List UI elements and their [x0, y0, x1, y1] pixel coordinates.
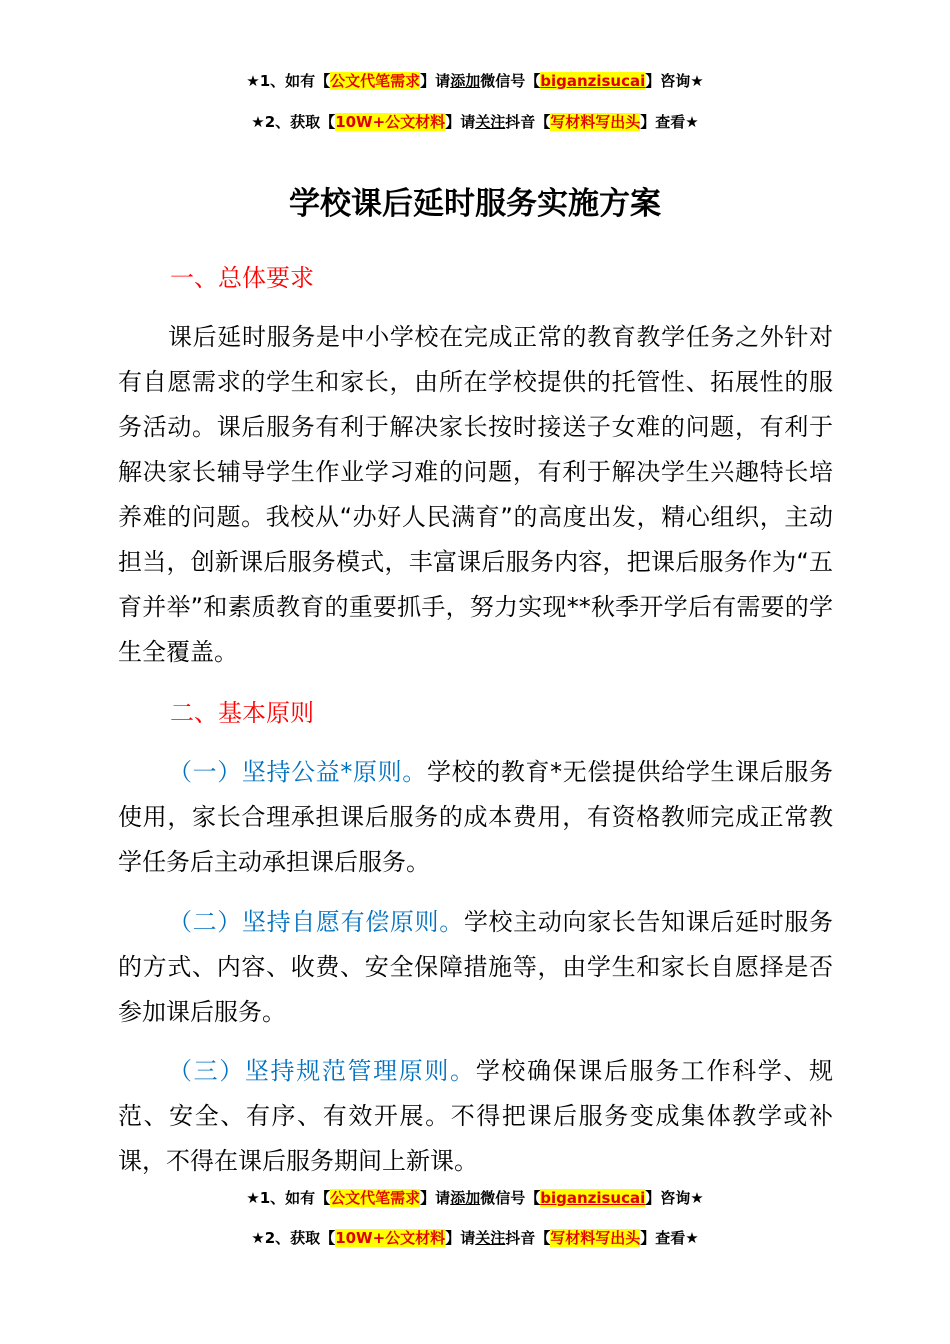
- highlight-service: 公文代笔需求: [330, 72, 421, 90]
- section1-paragraph: 课后延时服务是中小学校在完成正常的教育教学任务之外针对有自愿需求的学生和家长，由所在学校提供的托管性、拓展性的服务活动。课后服务有利于解决家长按时接送子女难的问题，有利于解决家长辅导学生作业学习难的问题，有利于解决学生兴趣特长培养难的问题。我校从“办好人民满育”的高度出发，精心组织，主动担当，创新课后服务模式，丰富课后服务内容，把课后服务作为“五育并举”和素质教育的重要抓手，努力实现**秋季开学后有需要的学生全覆盖。: [118, 323, 833, 666]
- highlight-materials: 10W+公文材料: [335, 113, 446, 131]
- principle-text: 学校确保课后服务工作科学、规范、安全、有序、有效开展。不得把课后服务变成集体教学或补课，不得在课后服务期间上新课。: [118, 1057, 834, 1175]
- douyin-account: 写材料写出头: [550, 113, 641, 131]
- principle-item-1: [118, 750, 833, 885]
- promo-banner-top-line-2: ★2、获取【10W+公文材料】请关注抖音【写材料写出头】查看★: [251, 113, 699, 131]
- wechat-id: biganzisucai: [540, 1189, 646, 1207]
- section-heading-overall-requirements: 一、总体要求: [170, 264, 314, 292]
- promo-banner-bottom-line-1: ★1、如有【公文代笔需求】请添加微信号【biganzisucai】咨询★: [246, 1189, 704, 1207]
- section-heading-basic-principles: 二、基本原则: [170, 699, 314, 727]
- principle-label: （一）坚持公益*原则。: [168, 758, 427, 786]
- promo-banner-top-line-1: ★1、如有【公文代笔需求】请添加微信号【biganzisucai】咨询★: [246, 72, 704, 90]
- highlight-service: 公文代笔需求: [330, 1189, 421, 1207]
- principle-text: 学校主动向家长告知课后延时服务的方式、内容、收费、安全保障措施等，由学生和家长自愿择是否参加课后服务。: [118, 908, 834, 1026]
- principle-item-2: [118, 900, 833, 1035]
- principle-label: （二）坚持自愿有偿原则。: [168, 908, 464, 936]
- principle-text: 学校的教育*无偿提供给学生课后服务使用，家长合理承担课后服务的成本费用，有资格教师完成正常教学任务后主动承担课后服务。: [118, 758, 834, 876]
- highlight-materials: 10W+公文材料: [335, 1229, 446, 1247]
- document-title: 学校课后延时服务实施方案: [289, 186, 661, 222]
- promo-banner-bottom-line-2: ★2、获取【10W+公文材料】请关注抖音【写材料写出头】查看★: [251, 1229, 699, 1247]
- principle-item-3: [118, 1049, 833, 1184]
- principle-label: （三）坚持规范管理原则。: [168, 1057, 476, 1085]
- wechat-id: biganzisucai: [540, 72, 646, 90]
- douyin-account: 写材料写出头: [550, 1229, 641, 1247]
